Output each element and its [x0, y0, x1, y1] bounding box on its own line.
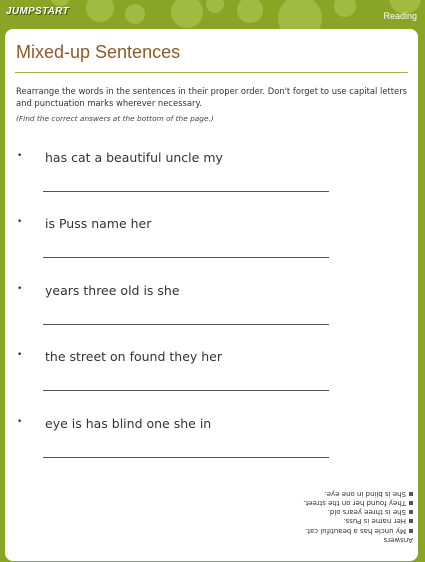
- bullet-icon: •: [17, 151, 23, 161]
- answer-item: Her name is Puss.: [283, 516, 413, 525]
- page-title: Mixed-up Sentences: [16, 42, 181, 62]
- scrambled-words: eye is has blind one she in: [45, 416, 212, 431]
- worksheet-card: [5, 29, 418, 561]
- scrambled-words: is Puss name her: [45, 216, 152, 231]
- question-item: [5, 150, 418, 210]
- answers-list: [283, 488, 413, 534]
- question-item: [5, 216, 418, 276]
- scrambled-words: the street on found they her: [45, 349, 223, 364]
- upside-down-answers: [283, 479, 413, 544]
- answer-item: She is blind in one eye.: [283, 488, 413, 497]
- subject-label: Reading: [383, 11, 417, 21]
- square-bullet-icon: [409, 501, 413, 505]
- bullet-icon: •: [17, 284, 23, 294]
- answer-line[interactable]: [43, 390, 329, 391]
- answer-line[interactable]: [43, 191, 329, 192]
- scrambled-words: has cat a beautiful uncle my: [45, 150, 223, 165]
- square-bullet-icon: [409, 510, 413, 514]
- bullet-icon: •: [17, 350, 23, 360]
- answer-line[interactable]: [43, 457, 329, 458]
- answer-item: My uncle has a beautiful cat.: [283, 525, 413, 534]
- square-bullet-icon: [409, 529, 413, 533]
- bullet-icon: •: [17, 217, 23, 227]
- question-item: [5, 349, 418, 409]
- instructions-text: Rearrange the words in the sentences in their proper order. Don't forget to use capital letters and punctuation marks wherever necessary.: [16, 86, 408, 108]
- answer-item: She is three years old.: [283, 507, 413, 516]
- square-bullet-icon: [409, 519, 413, 523]
- scrambled-words: years three old is she: [45, 283, 180, 298]
- jumpstart-logo[interactable]: [6, 6, 69, 17]
- answers-note: (Find the correct answers at the bottom of the page.): [16, 114, 214, 123]
- question-item: [5, 416, 418, 476]
- bullet-icon: •: [17, 417, 23, 427]
- answers-title: Answers: [383, 536, 413, 544]
- answer-item: They found her on the street.: [283, 498, 413, 507]
- answer-line[interactable]: [43, 324, 329, 325]
- logo-text: JUMPSTART: [6, 6, 69, 17]
- title-divider: [15, 72, 408, 73]
- square-bullet-icon: [409, 492, 413, 496]
- answer-line[interactable]: [43, 257, 329, 258]
- question-item: [5, 283, 418, 343]
